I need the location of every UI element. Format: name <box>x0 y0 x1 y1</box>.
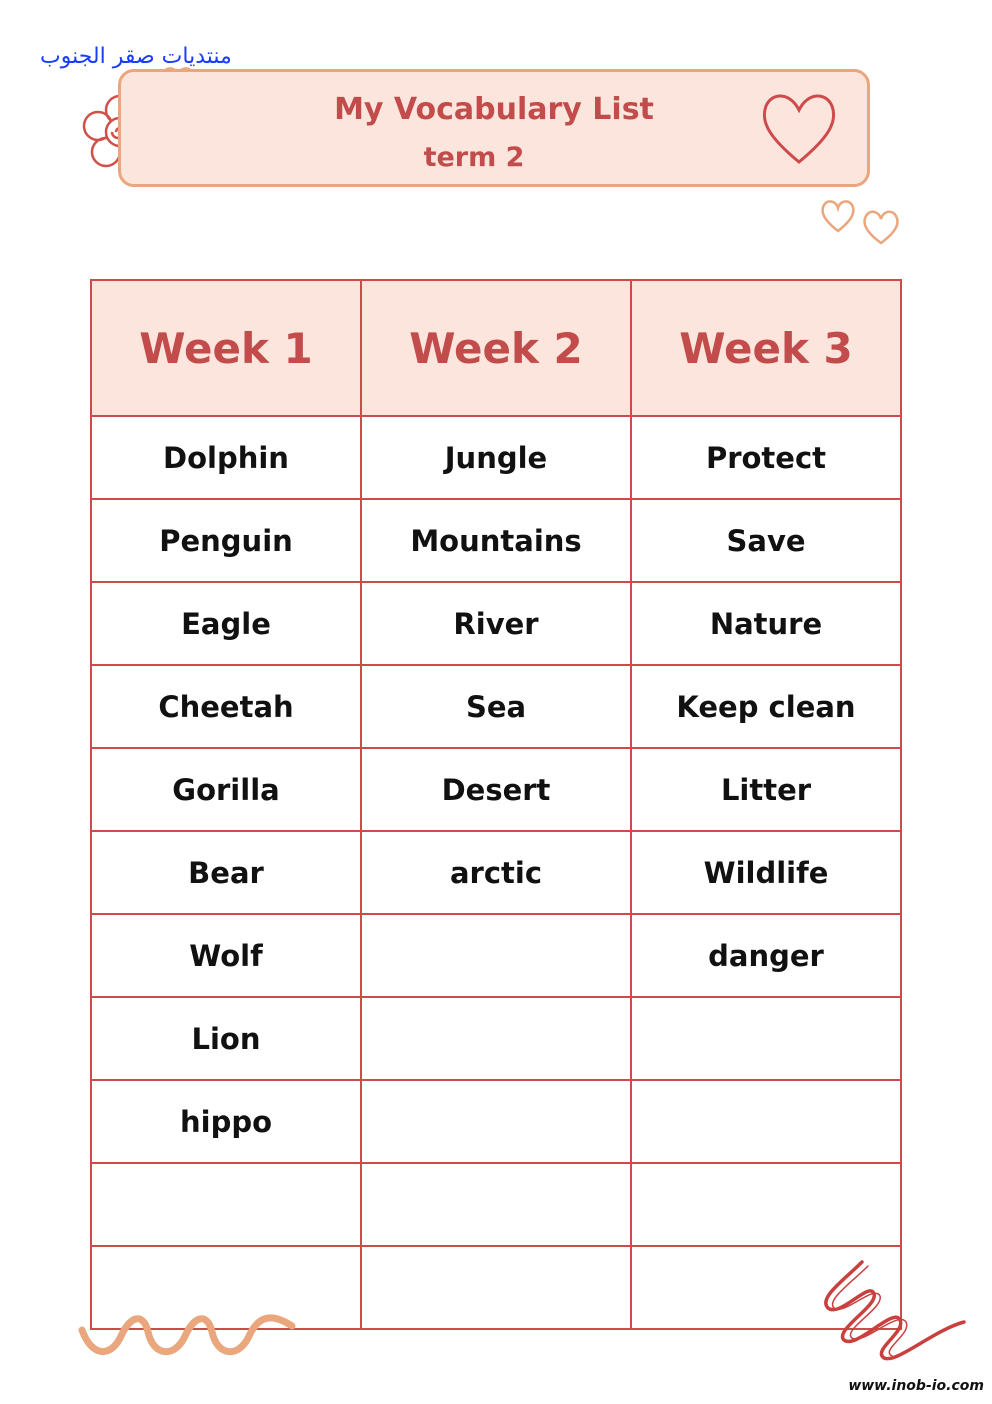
squiggle-decoration <box>814 1250 974 1370</box>
table-cell <box>91 1163 361 1246</box>
table-row <box>91 665 901 748</box>
table-row <box>91 914 901 997</box>
forum-watermark: منتديات صقر الجنوب <box>40 44 232 69</box>
page-subtitle: term 2 <box>423 142 525 173</box>
table-row <box>91 1163 901 1246</box>
small-heart-icon <box>860 206 902 246</box>
table-cell <box>361 1246 631 1329</box>
table-row <box>91 416 901 499</box>
table-row <box>91 582 901 665</box>
table-cell: Nature <box>631 582 901 665</box>
table-cell: Keep clean <box>631 665 901 748</box>
table-cell: hippo <box>91 1080 361 1163</box>
site-url: www.inob-io.com <box>848 1378 984 1394</box>
table-row <box>91 831 901 914</box>
table-cell: Jungle <box>361 416 631 499</box>
vocabulary-table <box>90 279 902 1330</box>
table-cell: Gorilla <box>91 748 361 831</box>
table-cell: Save <box>631 499 901 582</box>
header-week-2: Week 2 <box>361 280 631 416</box>
wave-scribble-decoration <box>78 1308 298 1368</box>
header-week-3: Week 3 <box>631 280 901 416</box>
table-cell: Dolphin <box>91 416 361 499</box>
table-cell: arctic <box>361 831 631 914</box>
small-heart-icon <box>818 196 858 234</box>
table-cell: Wildlife <box>631 831 901 914</box>
table-cell <box>361 1080 631 1163</box>
table-header-row <box>91 280 901 416</box>
table-cell: Desert <box>361 748 631 831</box>
table-cell: Eagle <box>91 582 361 665</box>
header-week-1: Week 1 <box>91 280 361 416</box>
table-row <box>91 1080 901 1163</box>
table-cell: Wolf <box>91 914 361 997</box>
table-cell: danger <box>631 914 901 997</box>
table-cell: Protect <box>631 416 901 499</box>
table-cell: Bear <box>91 831 361 914</box>
table-row <box>91 499 901 582</box>
table-row <box>91 748 901 831</box>
page-title: My Vocabulary List <box>334 92 654 127</box>
table-cell: Lion <box>91 997 361 1080</box>
table-cell <box>631 997 901 1080</box>
table-cell <box>361 914 631 997</box>
table-cell: River <box>361 582 631 665</box>
table-cell <box>631 1080 901 1163</box>
heart-icon <box>756 88 842 168</box>
table-cell: Litter <box>631 748 901 831</box>
table-cell <box>631 1163 901 1246</box>
table-cell <box>361 1163 631 1246</box>
table-cell: Cheetah <box>91 665 361 748</box>
table-cell: Penguin <box>91 499 361 582</box>
table-row <box>91 997 901 1080</box>
table-cell: Sea <box>361 665 631 748</box>
table-cell: Mountains <box>361 499 631 582</box>
table-cell <box>361 997 631 1080</box>
